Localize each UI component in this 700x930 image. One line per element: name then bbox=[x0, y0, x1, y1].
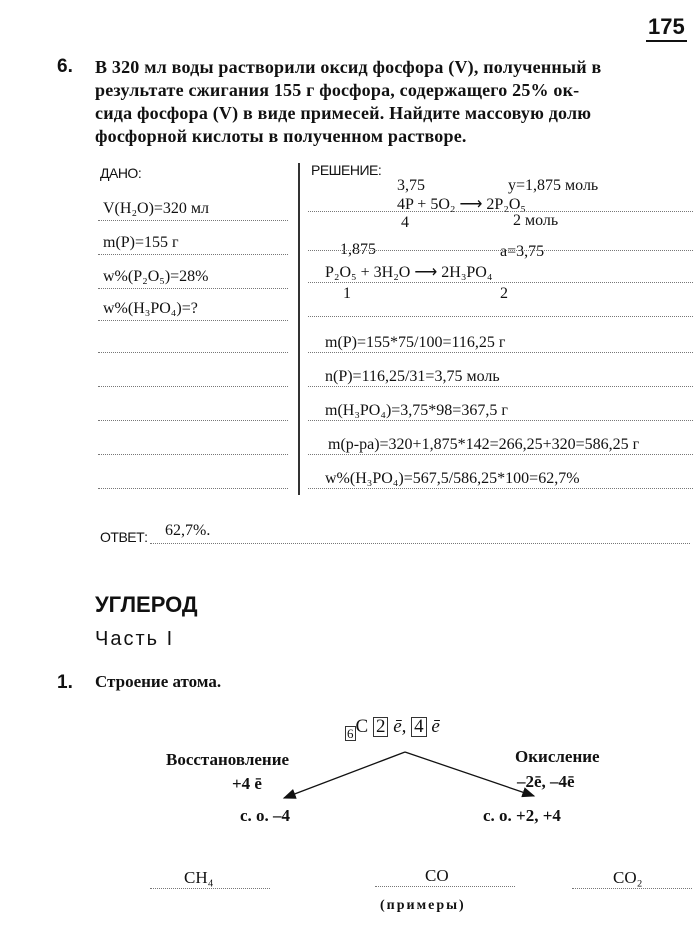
eq1-top-left: 3,75 bbox=[397, 177, 425, 194]
solution-label: РЕШЕНИЕ: bbox=[311, 162, 382, 178]
solution-step: m(P)=155*75/100=116,25 г bbox=[325, 334, 506, 351]
example-co: CO bbox=[425, 866, 449, 885]
answer-label: ОТВЕТ: bbox=[100, 529, 148, 545]
atomic-number-box: 6 bbox=[347, 726, 354, 741]
example-line bbox=[572, 888, 692, 889]
given-item: w%(P₂O₅)=28% bbox=[103, 268, 209, 285]
problem-line: фосфорной кислоты в полученном растворе. bbox=[95, 126, 467, 146]
problem-line: сида фосфора (V) в виде примесей. Найдите массовую долю bbox=[95, 103, 592, 123]
task-number: 1. bbox=[57, 672, 73, 693]
eq2-top-left: 1,875 bbox=[340, 241, 376, 258]
solution-step: m(р-ра)=320+1,875*142=266,25+320=586,25 г bbox=[328, 436, 640, 453]
oxidation-state: с. о. +2, +4 bbox=[483, 806, 561, 825]
electron-label: ē, bbox=[393, 716, 407, 737]
example-ch4: CH₄ bbox=[184, 868, 214, 887]
solution-step: n(P)=116,25/31=3,75 моль bbox=[325, 368, 500, 385]
problem-line: результате сжигания 155 г фосфора, содержащего 25% ок- bbox=[95, 80, 580, 100]
solution-step: w%(H₃PO₄)=567,5/586,25*100=62,7% bbox=[325, 470, 580, 487]
oxidation-title: Окисление bbox=[515, 747, 600, 766]
eq1-bottom-right: 2 моль bbox=[513, 212, 559, 229]
eq2-equation: P₂O₅ + 3H₂O ⟶ 2H₃PO₄ bbox=[325, 264, 493, 281]
electron-label: ē bbox=[431, 716, 440, 737]
answer-value: 62,7%. bbox=[165, 522, 211, 539]
example-line bbox=[150, 888, 270, 889]
arrow-left bbox=[284, 752, 405, 798]
given-item: V(H₂O)=320 мл bbox=[103, 200, 210, 217]
problem-line: В 320 мл воды растворили оксид фосфора (V), полученный в bbox=[95, 57, 602, 77]
solution-step: m(H₃PO₄)=3,75*98=367,5 г bbox=[325, 402, 508, 419]
given-item: w%(H₃PO₄)=? bbox=[103, 300, 198, 317]
eq1-top-right: y=1,875 моль bbox=[508, 177, 599, 194]
oxidation-electrons: –2ē, –4ē bbox=[517, 772, 575, 791]
example-co2: CO₂ bbox=[613, 868, 643, 887]
reduction-title: Восстановление bbox=[166, 750, 290, 769]
element-symbol: C bbox=[355, 716, 369, 737]
eq2-bottom-left: 1 bbox=[343, 285, 351, 302]
eq2-top-right: a=3,75 bbox=[500, 243, 545, 260]
reduction-electrons: +4 ē bbox=[232, 774, 262, 793]
reduction-state: с. о. –4 bbox=[240, 806, 291, 825]
task-title: Строение атома. bbox=[95, 672, 222, 691]
eq1-equation: 4P + 5O₂ ⟶ 2P₂O₅ bbox=[397, 196, 527, 213]
eq2-bottom-right: 2 bbox=[500, 285, 508, 302]
eq1-bottom-left: 4 bbox=[401, 214, 409, 231]
examples-label: (примеры) bbox=[380, 898, 466, 913]
electron-box-1: 2 bbox=[373, 717, 389, 737]
electron-box-2: 4 bbox=[411, 717, 427, 737]
section-part: Часть I bbox=[95, 628, 175, 650]
problem-number: 6. bbox=[57, 56, 73, 77]
example-line bbox=[375, 886, 515, 887]
given-label: ДАНО: bbox=[100, 165, 142, 181]
given-item: m(P)=155 г bbox=[103, 234, 179, 251]
page-number: 175 bbox=[646, 14, 687, 42]
section-title: УГЛЕРОД bbox=[95, 592, 198, 617]
